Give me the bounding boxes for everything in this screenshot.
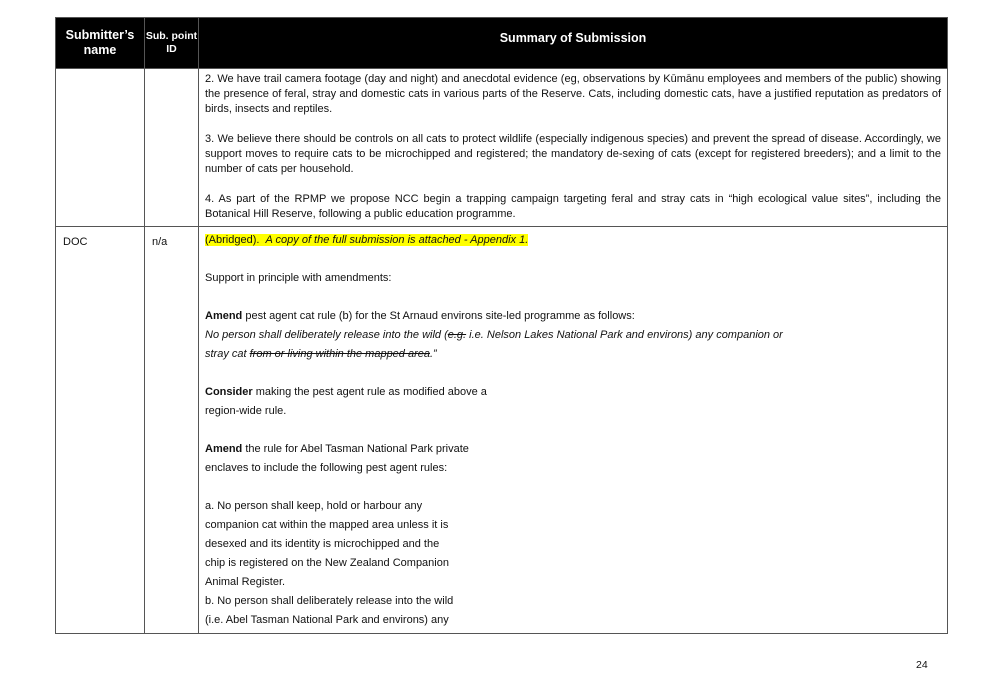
full-submission-note: A copy of the full submission is attached - Appendix 1. (265, 234, 529, 246)
abridged-line (205, 231, 941, 250)
header-submitter-name: Submitter’s name (56, 18, 145, 69)
list-line: desexed and its identity is microchipped and the (205, 538, 440, 550)
amend-cat-rule-line: Amend pest agent cat rule (b) for the St Arnaud environs site-led programme as follows: (205, 310, 635, 322)
consider-line-2: region-wide rule. (205, 405, 287, 417)
table-row (56, 69, 948, 227)
rule-text-line-1: No person shall deliberately release into the wild (e.g. i.e. Nelson Lakes National Park and environs) any companion or (205, 329, 783, 341)
amend-enclaves-line-2: enclaves to include the following pest agent rules: (205, 462, 448, 474)
table-row (56, 227, 948, 634)
header-summary: Summary of Submission (199, 18, 948, 69)
submissions-table (55, 17, 948, 634)
sub-point-id-cell: n/a (145, 227, 199, 634)
point-2-text: 2. We have trail camera footage (day and night) and anecdotal evidence (eg, observations by Kūmānu employees and members of the public) showing the presence of feral, stray and domestic cats in various parts of the Reserve. Cats, including domestic cats, have a justified reputation as predators of birds, insects and reptiles. (205, 73, 941, 115)
list-line: b. No person shall deliberately release into the wild (205, 595, 454, 607)
row2-summary-cell (199, 227, 948, 634)
abridged-label: (Abridged). (205, 234, 260, 246)
page-number: 24 (916, 659, 928, 671)
list-line: chip is registered on the New Zealand Companion (205, 557, 449, 569)
list-line: companion cat within the mapped area unless it is (205, 519, 449, 531)
point-4-text: 4. As part of the RPMP we propose NCC begin a trapping campaign targeting feral and stray cats in “high ecological value sites”, including the Botanical Hill Reserve, following a public education programme. (205, 193, 941, 220)
row1-id-cell (145, 69, 199, 227)
row1-summary-cell (199, 69, 948, 227)
amend-enclaves-line: Amend the rule for Abel Tasman National Park private (205, 443, 469, 455)
support-text: Support in principle with amendments: (205, 272, 392, 284)
submitter-name-cell: DOC (56, 227, 145, 634)
header-sub-point-id: Sub. point ID (145, 18, 199, 69)
list-line: a. No person shall keep, hold or harbour any (205, 500, 423, 512)
list-line: Animal Register. (205, 576, 286, 588)
point-3-text: 3. We believe there should be controls on all cats to protect wildlife (especially indigenous species) and prevent the spread of disease. Accordingly, we support moves to require cats to be microchipped and registered; the mandatory de-sexing of cats (except for registered breeders); and a limit to the number of cats per household. (205, 133, 941, 175)
rule-text-line-2: stray cat from or living within the mapped area.” (205, 348, 437, 360)
consider-line: Consider making the pest agent rule as modified above a (205, 386, 487, 398)
list-line: (i.e. Abel Tasman National Park and environs) any (205, 614, 449, 626)
table-header-row (56, 18, 948, 69)
row1-name-cell (56, 69, 145, 227)
